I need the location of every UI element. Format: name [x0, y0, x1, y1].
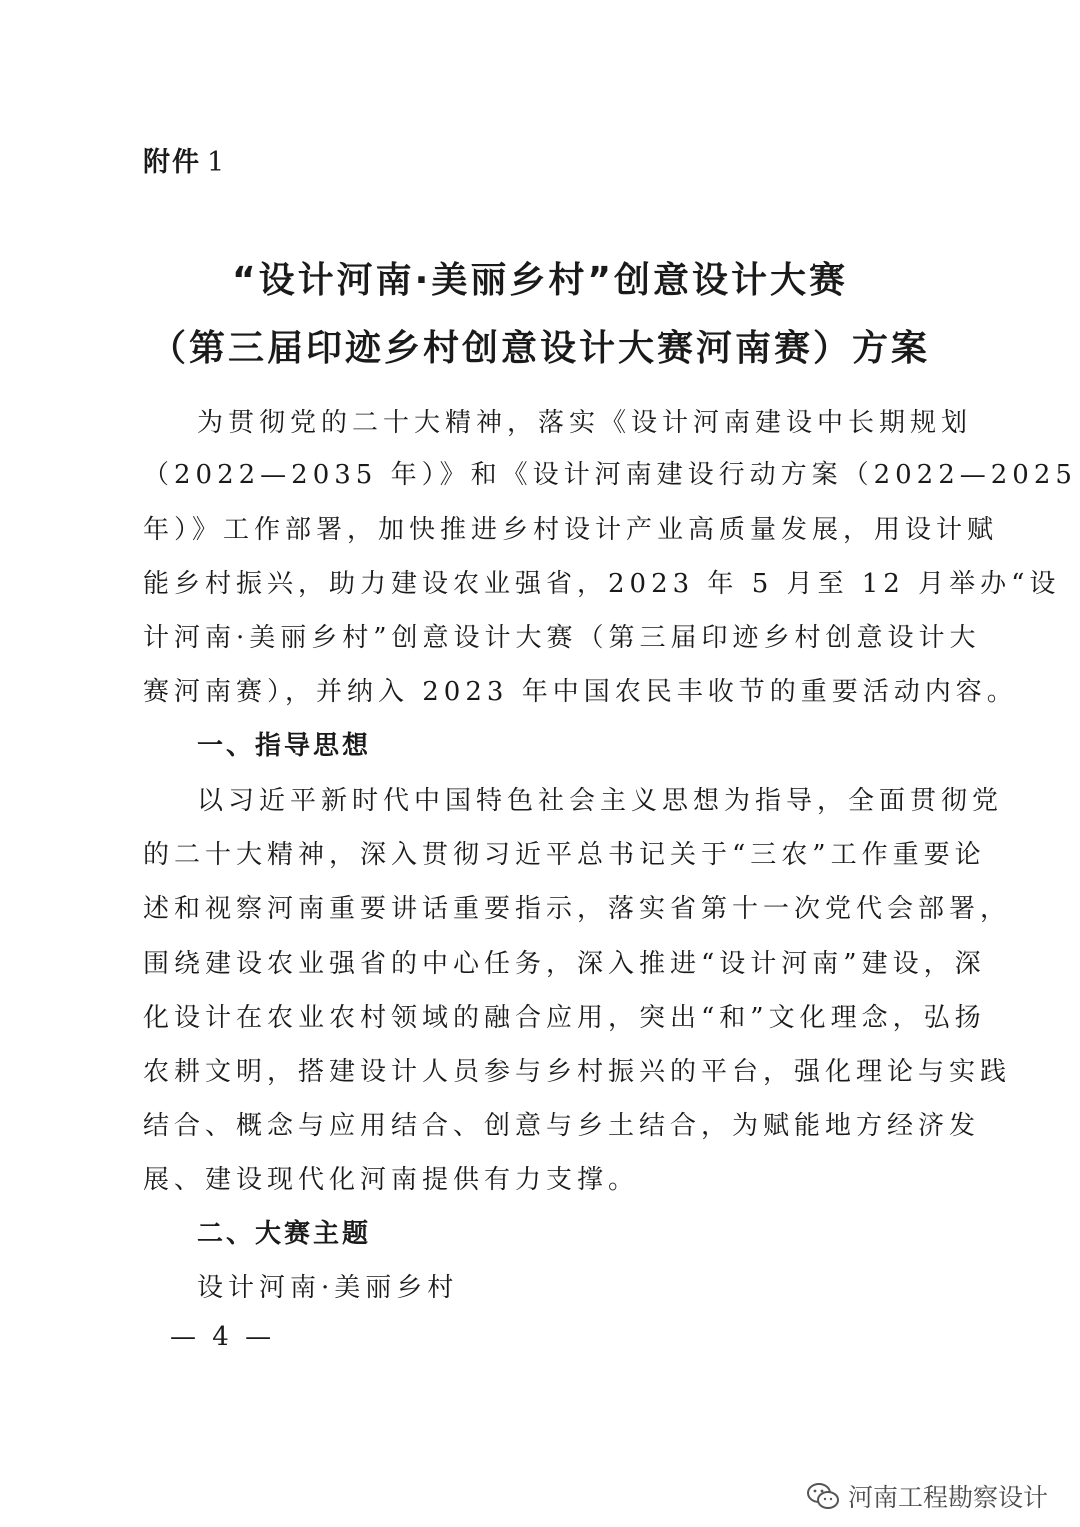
document-title-line-1: “设计河南·美丽乡村”创意设计大赛	[232, 260, 848, 301]
section1-line: 的二十大精神，深入贯彻习近平总书记关于“三农”工作重要论	[143, 840, 986, 870]
page-number: — 4 —	[170, 1322, 276, 1352]
section1-line: 化设计在农业农村领域的融合应用，突出“和”文化理念，弘扬	[143, 1003, 986, 1033]
section1-line: 展、建设现代化河南提供有力支撑。	[143, 1165, 640, 1195]
attachment-label	[143, 140, 226, 179]
section1-line: 述和视察河南重要讲话重要指示，落实省第十一次党代会部署，	[143, 894, 1012, 924]
intro-line: （2022—2035 年）》和《设计河南建设行动方案（2022—2025	[143, 460, 1077, 490]
section1-line: 农耕文明，搭建设计人员参与乡村振兴的平台，强化理论与实践	[143, 1057, 1012, 1087]
intro-line: 计河南·美丽乡村”创意设计大赛（第三届印迹乡村创意设计大	[143, 623, 981, 653]
section-heading-competition-theme: 二、大赛主题	[197, 1219, 372, 1249]
intro-line: 赛河南赛），并纳入 2023 年中国农民丰收节的重要活动内容。	[143, 677, 1018, 707]
intro-line: 为贯彻党的二十大精神，落实《设计河南建设中长期规划	[197, 408, 973, 438]
watermark	[806, 1478, 1048, 1514]
document-title-line-2: （第三届印迹乡村创意设计大赛河南赛）方案	[149, 328, 930, 369]
attachment-text: 附件	[143, 147, 201, 178]
attachment-number: 1	[207, 147, 227, 178]
intro-line: 能乡村振兴，助力建设农业强省，2023 年 5 月至 12 月举办“设	[143, 569, 1061, 599]
section-heading-guiding-ideology: 一、指导思想	[197, 731, 372, 761]
section1-line: 围绕建设农业强省的中心任务，深入推进“设计河南”建设，深	[143, 949, 986, 979]
wechat-icon	[806, 1481, 840, 1511]
competition-theme-text: 设计河南·美丽乡村	[197, 1273, 459, 1303]
section1-line: 结合、概念与应用结合、创意与乡土结合，为赋能地方经济发	[143, 1111, 981, 1141]
intro-line: 年）》工作部署，加快推进乡村设计产业高质量发展，用设计赋	[143, 515, 999, 545]
section1-line: 以习近平新时代中国特色社会主义思想为指导，全面贯彻党	[197, 786, 1004, 816]
watermark-text: 河南工程勘察设计	[847, 1483, 1048, 1512]
